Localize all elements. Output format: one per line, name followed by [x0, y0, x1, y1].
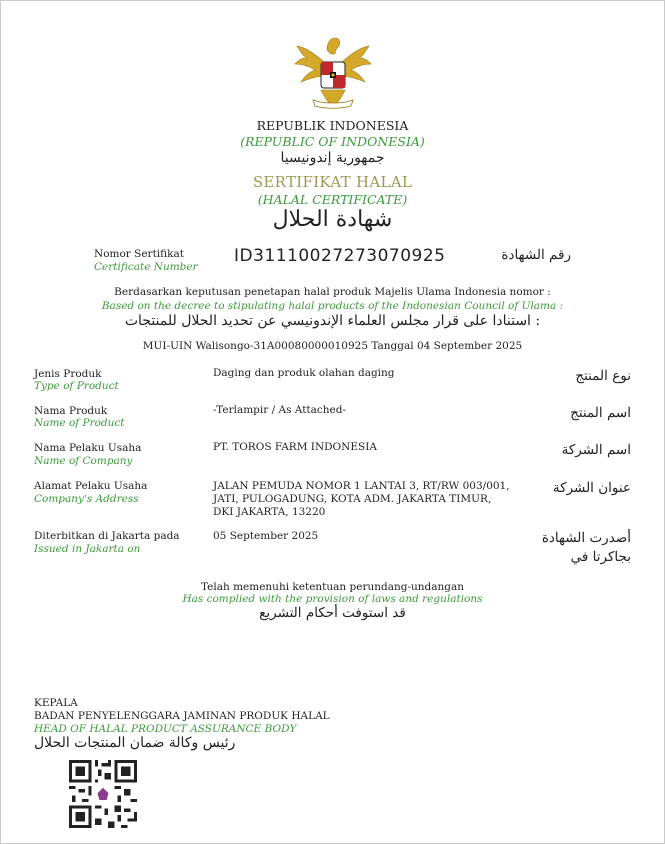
- product-type-label: Jenis Produk: [34, 368, 102, 380]
- signature-agency-en: HEAD OF HALAL PRODUCT ASSURANCE BODY: [34, 723, 297, 735]
- certificate-number-value: ID31110027273070925: [234, 246, 446, 266]
- product-type-label-ar: نوع المنتج: [575, 368, 631, 384]
- decree-text: Berdasarkan keputusan penetapan halal produk Majelis Ulama Indonesia nomor :: [114, 286, 551, 298]
- signature-agency: BADAN PENYELENGGARA JAMINAN PRODUK HALAL: [34, 710, 330, 722]
- company-address-label-en: Company's Address: [34, 493, 139, 505]
- company-name-label-ar: اسم الشركة: [561, 442, 631, 458]
- compliance-text-en: Has complied with the provision of laws and regulations: [182, 593, 483, 605]
- decree-text-ar: استنادا على قرار مجلس العلماء الإندونيسي عن تحديد الحلال للمنتجات :: [124, 313, 541, 329]
- product-name-value: -Terlampir / As Attached-: [213, 404, 347, 416]
- company-address-line-1: JALAN PEMUDA NOMOR 1 LANTAI 3, RT/RW 003/001,: [213, 480, 510, 492]
- issued-value: 05 September 2025: [213, 530, 319, 542]
- company-address-label-ar: عنوان الشركة: [552, 480, 631, 496]
- certificate-title-ar: شهادة الحلال: [272, 207, 393, 232]
- garuda-pancasila-emblem-icon: [291, 28, 375, 112]
- issued-label: Diterbitkan di Jakarta pada: [34, 530, 180, 542]
- decree-number: MUI-UIN Walisongo-31A00080000010925 Tanggal 04 September 2025: [142, 340, 523, 352]
- issued-label-en: Issued in Jakarta on: [34, 543, 141, 555]
- certificate-title: SERTIFIKAT HALAL: [252, 173, 413, 191]
- decree-text-en: Based on the decree to stipulating halal products of the Indonesian Council of Ulama :: [101, 300, 564, 312]
- compliance-text-ar: قد استوفت أحكام التشريع: [259, 605, 406, 621]
- compliance-text: Telah memenuhi ketentuan perundang-undangan: [200, 581, 465, 593]
- signature-agency-ar: رئيس وكالة ضمان المنتجات الحلال: [34, 735, 236, 751]
- company-address-label: Alamat Pelaku Usaha: [34, 480, 148, 492]
- product-type-label-en: Type of Product: [34, 380, 119, 392]
- signature-title: KEPALA: [34, 697, 78, 709]
- issued-label-ar-line-2: بجاكرتا في: [570, 549, 631, 565]
- qr-code-icon: [69, 760, 137, 828]
- republic-title: REPUBLIK INDONESIA: [256, 118, 409, 133]
- republic-title-en: (REPUBLIC OF INDONESIA): [240, 134, 425, 149]
- company-name-label-en: Name of Company: [34, 455, 133, 467]
- company-name-label: Nama Pelaku Usaha: [34, 442, 142, 454]
- product-name-label-en: Name of Product: [34, 417, 125, 429]
- company-address-line-3: DKI JAKARTA, 13220: [213, 506, 326, 518]
- certificate-number-label: Nomor Sertifikat: [94, 248, 184, 260]
- certificate-number-label-en: Certificate Number: [94, 261, 198, 273]
- product-name-label-ar: اسم المنتج: [570, 405, 631, 421]
- certificate-title-en: (HALAL CERTIFICATE): [257, 192, 408, 207]
- republic-title-ar: جمهورية إندونيسيا: [280, 150, 385, 166]
- company-name-value: PT. TOROS FARM INDONESIA: [213, 441, 377, 453]
- product-name-label: Nama Produk: [34, 405, 108, 417]
- product-type-value: Daging dan produk olahan daging: [213, 367, 395, 379]
- certificate-number-label-ar: رقم الشهادة: [501, 247, 571, 263]
- issued-label-ar-line-1: أصدرت الشهادة: [541, 530, 631, 546]
- company-address-line-2: JATI, PULOGADUNG, KOTA ADM. JAKARTA TIMUR,: [213, 493, 492, 505]
